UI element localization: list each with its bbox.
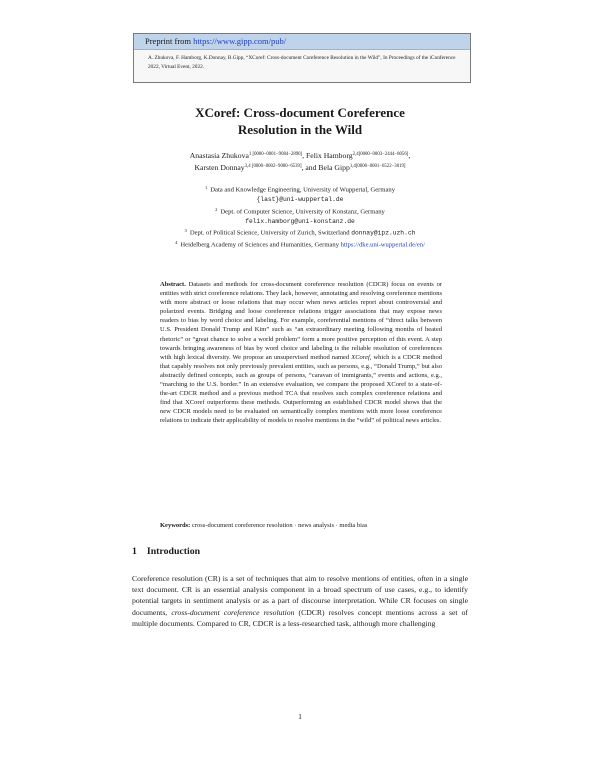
affiliation-1 bbox=[130, 183, 470, 195]
email[interactable]: felix.hamborg@uni-konstanz.de bbox=[245, 217, 355, 225]
author-name: Karsten Donnay bbox=[194, 162, 245, 172]
author-orcid: 1 [0000−0001−9084−2890] bbox=[248, 152, 303, 157]
section-number: 1 bbox=[132, 546, 137, 557]
keywords bbox=[160, 521, 442, 530]
author-orcid: 2,4[0000−0003−2444−8056] bbox=[352, 152, 409, 157]
abstract-label: Abstract. bbox=[160, 281, 186, 288]
preprint-citation: A. Zhukova, F. Hamborg, K.Donnay, B.Gipp, “XCoref: Cross-document Coreference Resolution in the Wild”, In Proceedings of the iConference 2022, Virtual Event, 2022. bbox=[148, 55, 456, 70]
author-separator: , bbox=[302, 151, 307, 160]
preprint-label: Preprint from bbox=[145, 36, 192, 46]
paper-title bbox=[120, 104, 480, 138]
affiliation-2-email bbox=[130, 217, 470, 227]
abstract-text-cont: , which is a CDCR method that capably resolves not only previously prevalent entities, such as persons, e.g., “Donald Trump,” but also abstractly defined concepts, such as groups of persons, “caravan of immigrants,” events and actions, e.g., “marching to the U.S. border.” In an extensive evaluation, we compare the proposed XCoref to a state-of-the-art CDCR method and a previous method TCA that resolves such complex coreference relations and find that XCoref outperforms these methods. Outperforming an established CDCR model shows that the new CDCR models need to be evaluated on semantically complex mentions with more loose coreference relations to indicate their applicability of models to resolve mentions in the “wild” of political news articles. bbox=[160, 353, 442, 425]
email[interactable]: {last}@uni-wuppertal.de bbox=[256, 196, 344, 204]
affiliation-2 bbox=[130, 205, 470, 217]
affiliation-text: Heidelberg Academy of Sciences and Humanities, Germany bbox=[180, 241, 340, 249]
preprint-box bbox=[133, 33, 471, 83]
keywords-label: Keywords: bbox=[160, 522, 191, 529]
abstract bbox=[160, 280, 442, 426]
author-orcid: 1,4[0000−0001−6522−3019] bbox=[349, 163, 406, 169]
author-name: Felix Hamborg bbox=[306, 151, 353, 160]
preprint-header bbox=[134, 34, 470, 50]
page-number: 1 bbox=[298, 712, 302, 721]
method-name: XCoref bbox=[351, 353, 370, 361]
affiliation-number: 1 bbox=[204, 185, 208, 190]
affiliations bbox=[130, 183, 470, 251]
intro-emphasis: cross-document coreference resolution bbox=[171, 607, 295, 617]
author-separator: , and bbox=[301, 162, 319, 172]
affiliation-3 bbox=[130, 226, 470, 238]
affiliation-number: 3 bbox=[184, 228, 187, 234]
affiliation-number: 4 bbox=[175, 240, 178, 246]
author-name: Bela Gipp bbox=[318, 162, 350, 172]
intro-text-cont: (CDCR) resolves concept mentions across a set of multiple documents. Compared to CR, CDCR is a less-researched task, although more challenging bbox=[132, 607, 468, 628]
author-orcid: 3,4 [0000−0002−9080−6539] bbox=[244, 163, 302, 169]
keywords-text: cross-document coreference resolution · news analysis · media bias bbox=[191, 522, 368, 529]
email[interactable]: donnay@ipz.uzh.ch bbox=[351, 229, 416, 237]
affiliation-link[interactable]: https://dke.uni-wuppertal.de/en/ bbox=[340, 241, 425, 249]
title-line-1: XCoref: Cross-document Coreference bbox=[195, 105, 405, 120]
affiliation-text: Data and Knowledge Engineering, University of Wuppertal, Germany bbox=[210, 186, 396, 194]
intro-text: Coreference resolution (CR) is a set of techniques that aim to resolve mentions of entities, often in a single text document. CR is an essential analysis component in a broad spectrum of use cases, e.g., to identify potential targets in sentiment analysis or as a part of discourse interpretation. While CR focuses on single documents, bbox=[132, 574, 468, 617]
affiliation-4 bbox=[130, 238, 470, 250]
affiliation-1-email bbox=[130, 195, 470, 205]
section-heading bbox=[132, 545, 468, 559]
preprint-link[interactable]: https://www.gipp.com/pub/ bbox=[193, 36, 287, 46]
affiliation-number: 2 bbox=[215, 206, 218, 212]
abstract-text: Datasets and methods for cross-document coreference resolution (CDCR) focus on events or entities with strict coreference relations. They lack, however, annotating and resolving coreference mentions with more abstract or loose relations that may occur when news articles report about controversial and polarized events. Bridging and loose coreference relations trigger associations that may expose news readers to bias by word choice and labeling. For example, coreferential mentions of “direct talks between U.S. President Donald Trump and Kim” such as “an extraordinary meeting following months of heated rhetoric” or “great chance to solve a world problem” form a more positive perception of this event. A step towards bringing awareness of bias by word choice and labeling is the reliable resolution of coreferences with high lexical diversity. We propose an unsupervised method named bbox=[160, 281, 442, 361]
affiliation-text: Dept. of Computer Science, University of Konstanz, Germany bbox=[220, 208, 385, 216]
author-name: Anastasia Zhukova bbox=[189, 151, 249, 160]
author-list bbox=[120, 150, 480, 173]
affiliation-text: Dept. of Political Science, University of Zurich, Switzerland bbox=[189, 229, 350, 237]
author-separator: , bbox=[408, 151, 411, 160]
title-line-2: Resolution in the Wild bbox=[237, 122, 363, 137]
intro-paragraph bbox=[132, 573, 468, 629]
section-title: Introduction bbox=[146, 546, 201, 557]
